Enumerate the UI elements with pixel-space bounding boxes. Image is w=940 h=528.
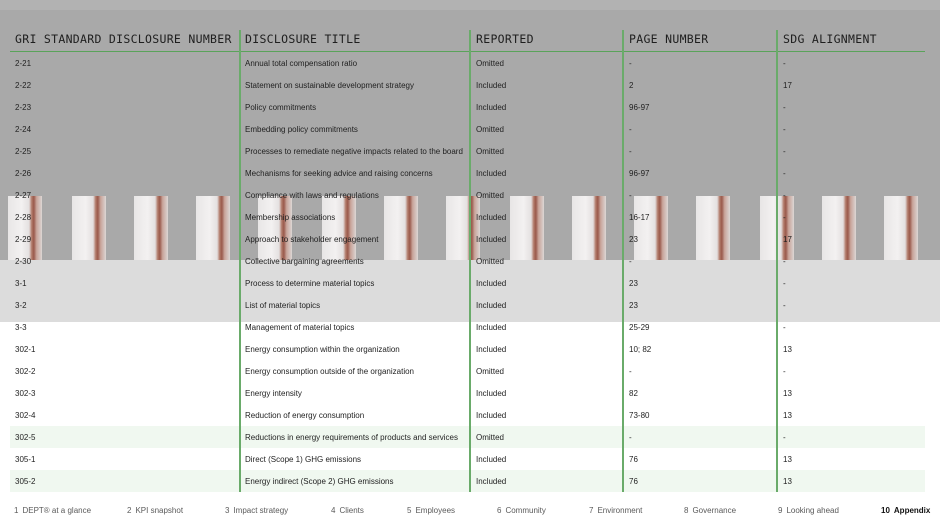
page-number-cell: 82 [629,389,638,398]
disclosure-title-cell: Energy consumption within the organization [245,345,400,354]
disclosure-number-cell: 305-1 [15,455,36,464]
table-row [10,272,925,294]
footer-nav-number: 3 [225,506,230,515]
column-divider-3 [622,30,624,492]
table-row [10,228,925,250]
disclosure-title-cell: Membership associations [245,213,336,222]
reported-status-cell: Included [476,103,507,112]
reported-status-cell: Included [476,389,507,398]
reported-status-cell: Included [476,235,507,244]
reported-status-cell: Included [476,411,507,420]
disclosure-title-cell: Mechanisms for seeking advice and raising concerns [245,169,433,178]
sdg-alignment-cell: - [783,301,786,310]
column-header-sdg-alignment: SDG ALIGNMENT [783,32,877,46]
page-number-cell: 23 [629,301,638,310]
footer-nav-item[interactable] [589,506,642,515]
reported-status-cell: Included [476,455,507,464]
reported-status-cell: Omitted [476,433,505,442]
disclosure-number-cell: 3-3 [15,323,27,332]
page-number-cell: - [629,59,632,68]
disclosure-number-cell: 2-23 [15,103,32,112]
column-header-disclosure-number: GRI STANDARD DISCLOSURE NUMBER [15,32,232,46]
sdg-alignment-cell: - [783,169,786,178]
page-number-cell: 25-29 [629,323,650,332]
footer-nav-number: 7 [589,506,594,515]
page-number-cell: 76 [629,455,638,464]
page-number-cell: 23 [629,279,638,288]
footer-nav-label: Appendix [893,506,931,515]
column-divider-4 [776,30,778,492]
reported-status-cell: Included [476,213,507,222]
table-row [10,52,925,74]
table-row [10,162,925,184]
footer-nav-item[interactable] [331,506,364,515]
page-number-cell: 96-97 [629,169,650,178]
sdg-alignment-cell: 17 [783,235,792,244]
page-number-cell: - [629,147,632,156]
footer-nav-item[interactable] [14,506,91,515]
sdg-alignment-cell: - [783,147,786,156]
top-overlay-bar [0,0,940,10]
column-header-reported-status: REPORTED [476,32,534,46]
page-number-cell: 73-80 [629,411,650,420]
sdg-alignment-cell: 17 [783,81,792,90]
footer-nav-number: 10 [881,506,890,515]
table-row [10,470,925,492]
footer-navigation [0,500,940,520]
footer-nav-item[interactable] [881,506,930,515]
disclosure-number-cell: 2-28 [15,213,32,222]
disclosure-number-cell: 302-2 [15,367,36,376]
disclosure-number-cell: 2-26 [15,169,32,178]
table-row [10,404,925,426]
reported-status-cell: Included [476,169,507,178]
table-row [10,448,925,470]
disclosure-number-cell: 302-3 [15,389,36,398]
footer-nav-label: KPI snapshot [135,506,184,515]
disclosure-title-cell: Energy indirect (Scope 2) GHG emissions [245,477,394,486]
sdg-alignment-cell: - [783,433,786,442]
table-header-row [10,28,925,52]
table-row [10,316,925,338]
table-row [10,74,925,96]
table-body [10,52,925,492]
footer-nav-number: 5 [407,506,412,515]
table-row [10,360,925,382]
page-number-cell: - [629,433,632,442]
footer-nav-label: Employees [415,506,456,515]
reported-status-cell: Included [476,301,507,310]
footer-nav-label: Governance [692,506,737,515]
footer-nav-item[interactable] [497,506,546,515]
disclosure-title-cell: Process to determine material topics [245,279,375,288]
page-number-cell: - [629,125,632,134]
page-number-cell: 16-17 [629,213,650,222]
disclosure-title-cell: Annual total compensation ratio [245,59,358,68]
table-row [10,250,925,272]
disclosure-title-cell: Approach to stakeholder engagement [245,235,379,244]
sdg-alignment-cell: - [783,257,786,266]
footer-nav-number: 1 [14,506,19,515]
gri-index-table [10,28,925,492]
disclosure-number-cell: 305-2 [15,477,36,486]
footer-nav-label: Environment [597,506,643,515]
page-number-cell: - [629,191,632,200]
disclosure-title-cell: Compliance with laws and regulations [245,191,379,200]
page-number-cell: 2 [629,81,634,90]
footer-nav-number: 4 [331,506,336,515]
disclosure-number-cell: 2-27 [15,191,32,200]
footer-nav-number: 8 [684,506,689,515]
disclosure-number-cell: 302-1 [15,345,36,354]
sdg-alignment-cell: - [783,323,786,332]
column-header-disclosure-title: DISCLOSURE TITLE [245,32,361,46]
disclosure-title-cell: Reduction of energy consumption [245,411,365,420]
footer-nav-item[interactable] [127,506,183,515]
disclosure-title-cell: List of material topics [245,301,321,310]
sdg-alignment-cell: - [783,213,786,222]
reported-status-cell: Omitted [476,125,505,134]
footer-nav-label: Community [505,506,546,515]
reported-status-cell: Omitted [476,367,505,376]
reported-status-cell: Omitted [476,191,505,200]
disclosure-number-cell: 2-25 [15,147,32,156]
table-row [10,206,925,228]
footer-nav-number: 9 [778,506,783,515]
disclosure-title-cell: Direct (Scope 1) GHG emissions [245,455,362,464]
footer-nav-label: Clients [339,506,364,515]
disclosure-number-cell: 2-24 [15,125,32,134]
reported-status-cell: Omitted [476,257,505,266]
disclosure-title-cell: Energy consumption outside of the organization [245,367,414,376]
disclosure-title-cell: Management of material topics [245,323,355,332]
footer-nav-label: Impact strategy [233,506,289,515]
disclosure-number-cell: 2-29 [15,235,32,244]
reported-status-cell: Included [476,477,507,486]
column-divider-1 [239,30,241,492]
disclosure-number-cell: 302-5 [15,433,36,442]
sdg-alignment-cell: - [783,279,786,288]
disclosure-title-cell: Processes to remediate negative impacts related to the board [245,147,463,156]
column-divider-2 [469,30,471,492]
sdg-alignment-cell: 13 [783,477,792,486]
footer-nav-label: Looking ahead [786,506,839,515]
reported-status-cell: Included [476,345,507,354]
page-number-cell: - [629,367,632,376]
sdg-alignment-cell: 13 [783,411,792,420]
disclosure-number-cell: 302-4 [15,411,36,420]
table-row [10,118,925,140]
disclosure-title-cell: Energy intensity [245,389,302,398]
page-number-cell: 23 [629,235,638,244]
sdg-alignment-cell: - [783,367,786,376]
column-header-page-number: PAGE NUMBER [629,32,709,46]
disclosure-title-cell: Reductions in energy requirements of products and services [245,433,458,442]
table-row [10,294,925,316]
disclosure-number-cell: 3-2 [15,301,27,310]
disclosure-number-cell: 3-1 [15,279,27,288]
sdg-alignment-cell: - [783,103,786,112]
table-row [10,140,925,162]
sdg-alignment-cell: - [783,125,786,134]
sdg-alignment-cell: 13 [783,345,792,354]
reported-status-cell: Omitted [476,147,505,156]
sdg-alignment-cell: - [783,191,786,200]
footer-nav-item[interactable] [684,506,736,515]
sdg-alignment-cell: 13 [783,389,792,398]
page-number-cell: 76 [629,477,638,486]
reported-status-cell: Included [476,81,507,90]
disclosure-number-cell: 2-30 [15,257,32,266]
disclosure-title-cell: Statement on sustainable development strategy [245,81,414,90]
table-row [10,426,925,448]
table-row [10,96,925,118]
disclosure-number-cell: 2-22 [15,81,32,90]
reported-status-cell: Omitted [476,59,505,68]
footer-nav-number: 2 [127,506,132,515]
disclosure-title-cell: Embedding policy commitments [245,125,358,134]
table-row [10,338,925,360]
sdg-alignment-cell: - [783,59,786,68]
footer-nav-label: DEPT® at a glance [22,506,92,515]
disclosure-number-cell: 2-21 [15,59,32,68]
reported-status-cell: Included [476,279,507,288]
disclosure-title-cell: Collective bargaining agreements [245,257,364,266]
table-row [10,382,925,404]
table-row [10,184,925,206]
page-number-cell: 96-97 [629,103,650,112]
page-number-cell: - [629,257,632,266]
disclosure-title-cell: Policy commitments [245,103,317,112]
footer-nav-item[interactable] [778,506,839,515]
page-number-cell: 10; 82 [629,345,652,354]
footer-nav-number: 6 [497,506,502,515]
footer-nav-item[interactable] [225,506,288,515]
footer-nav-item[interactable] [407,506,455,515]
reported-status-cell: Included [476,323,507,332]
sdg-alignment-cell: 13 [783,455,792,464]
